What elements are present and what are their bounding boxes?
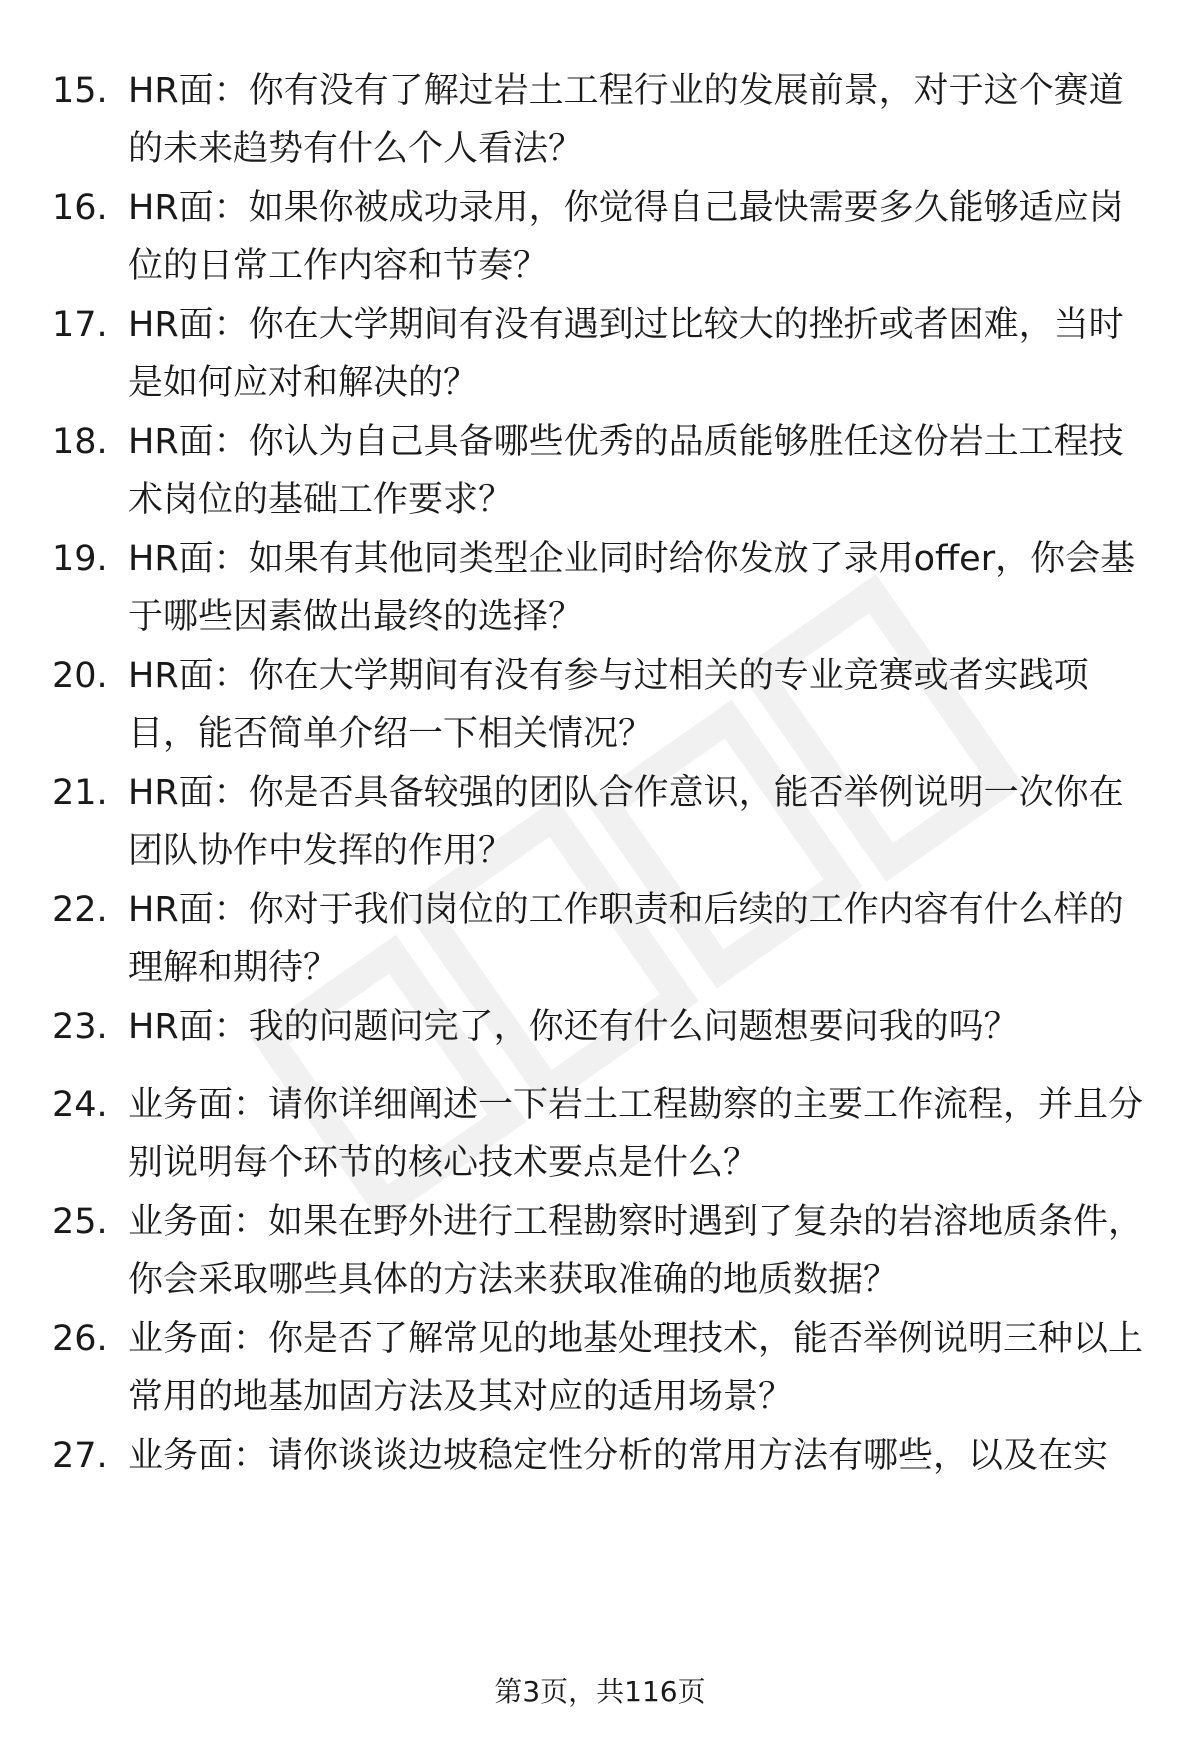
question-number: 16. — [52, 188, 108, 228]
question-text: HR面：你有没有了解过岩土工程行业的发展前景，对于这个赛道的未来趋势有什么个人看法？ — [128, 71, 1124, 169]
question-number: 18. — [52, 422, 108, 462]
question-text: HR面：如果你被成功录用，你觉得自己最快需要多久能够适应岗位的日常工作内容和节奏？ — [128, 188, 1124, 286]
question-number: 20. — [52, 656, 108, 696]
question-number: 24. — [52, 1085, 108, 1125]
question-text: HR面：你在大学期间有没有参与过相关的专业竞赛或者实践项目，能否简单介绍一下相关情况？ — [128, 656, 1089, 754]
question-text: HR面：你在大学期间有没有遇到过比较大的挫折或者困难，当时是如何应对和解决的？ — [128, 305, 1124, 403]
question-number: 22. — [52, 890, 108, 930]
question-number: 19. — [52, 539, 108, 579]
question-number: 21. — [52, 773, 108, 813]
question-number: 15. — [52, 71, 108, 111]
question-number: 25. — [52, 1202, 108, 1242]
page-footer: 第3页，共116页 — [494, 1675, 706, 1708]
question-text: 业务面：你是否了解常见的地基处理技术，能否举例说明三种以上常用的地基加固方法及其对应的适用场景？ — [128, 1319, 1144, 1417]
question-text: HR面：你对于我们岗位的工作职责和后续的工作内容有什么样的理解和期待？ — [128, 890, 1124, 988]
question-text: HR面：如果有其他同类型企业同时给你发放了录用offer，你会基于哪些因素做出最终的选择？ — [128, 539, 1136, 637]
question-number: 27. — [52, 1436, 108, 1476]
question-number: 17. — [52, 305, 108, 345]
question-text: 业务面：请你谈谈边坡稳定性分析的常用方法有哪些，以及在实 — [128, 1436, 1109, 1476]
question-text: 业务面：请你详细阐述一下岩土工程勘察的主要工作流程，并且分别说明每个环节的核心技术要点是什么？ — [128, 1085, 1144, 1183]
question-text: 业务面：如果在野外进行工程勘察时遇到了复杂的岩溶地质条件，你会采取哪些具体的方法来获取准确的地质数据？ — [128, 1202, 1144, 1300]
question-number: 26. — [52, 1319, 108, 1359]
question-text: HR面：你是否具备较强的团队合作意识，能否举例说明一次你在团队协作中发挥的作用？ — [128, 773, 1124, 871]
question-text: HR面：你认为自己具备哪些优秀的品质能够胜任这份岩土工程技术岗位的基础工作要求？ — [128, 422, 1124, 520]
question-number: 23. — [52, 1007, 108, 1047]
question-text: HR面：我的问题问完了，你还有什么问题想要问我的吗？ — [128, 1007, 1019, 1047]
